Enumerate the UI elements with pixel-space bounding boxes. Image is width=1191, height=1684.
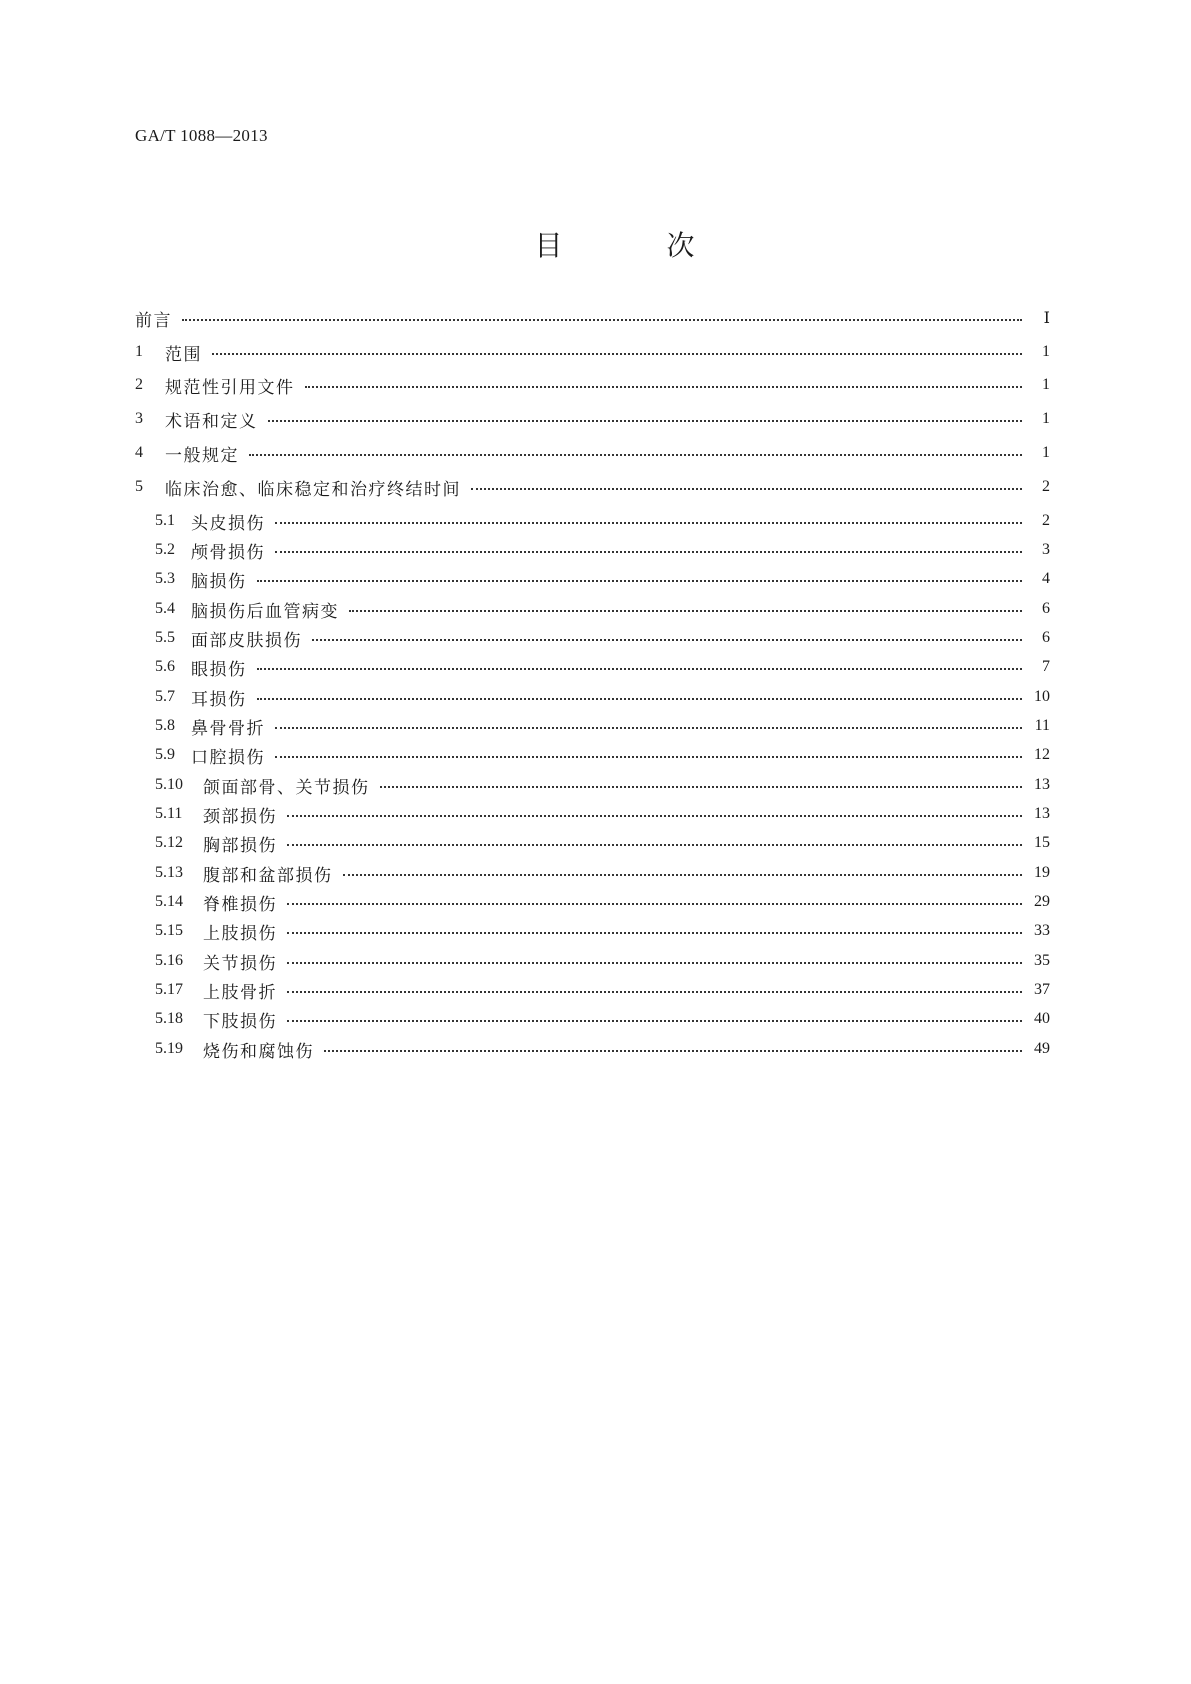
toc-entry-leader (287, 889, 1022, 915)
toc-entry-number: 5.14 (155, 893, 183, 910)
toc-entry[interactable] (155, 508, 1050, 534)
toc-entry-leader (312, 625, 1022, 651)
toc-entry[interactable] (135, 440, 1050, 466)
toc-entry-page: Ⅰ (1043, 310, 1050, 327)
toc-entry[interactable] (155, 948, 1050, 974)
page-title: 目 次 (534, 229, 733, 262)
toc-entry-leader (275, 508, 1022, 534)
toc-entry-number: 4 (135, 444, 143, 461)
toc-entry-page: 3 (1042, 541, 1050, 558)
toc-entry-label: 颈部损伤 (203, 806, 277, 827)
toc-entry[interactable] (155, 596, 1050, 622)
toc-entry[interactable] (135, 406, 1050, 432)
toc-entry-leader (268, 406, 1023, 432)
toc-entry-label: 面部皮肤损伤 (191, 630, 302, 651)
toc-entry-label: 前言 (135, 310, 172, 331)
toc-entry[interactable] (155, 742, 1050, 768)
toc-entry-page: 2 (1042, 478, 1050, 495)
toc-entry-number: 5.19 (155, 1040, 183, 1057)
toc-entry-label: 耳损伤 (191, 689, 247, 710)
toc-entry-leader (257, 566, 1023, 592)
toc-entry-label: 眼损伤 (191, 659, 247, 680)
toc-entry-number: 5.2 (155, 541, 175, 558)
toc-entry-number: 5.5 (155, 629, 175, 646)
toc-entry-label: 上肢损伤 (203, 923, 277, 944)
document-code: GA/T 1088—2013 (135, 126, 268, 145)
toc-entry-page: 10 (1034, 688, 1050, 705)
toc-entry-number: 5.15 (155, 922, 183, 939)
toc-entry[interactable] (155, 566, 1050, 592)
toc-entry-page: 1 (1042, 376, 1050, 393)
toc-entry[interactable] (155, 830, 1050, 856)
toc-entry-label: 下肢损伤 (203, 1011, 277, 1032)
toc-entry-page: 37 (1034, 981, 1050, 998)
toc-entry-leader (343, 860, 1023, 886)
toc-entry-leader (275, 537, 1022, 563)
toc-entry-label: 一般规定 (165, 445, 239, 466)
toc-entry-number: 5.8 (155, 717, 175, 734)
toc-entry-page: 1 (1042, 343, 1050, 360)
toc-entry-page: 29 (1034, 893, 1050, 910)
toc-entry-label: 胸部损伤 (203, 835, 277, 856)
toc-entry-leader (287, 801, 1022, 827)
toc-entry-label: 腹部和盆部损伤 (203, 865, 333, 886)
toc-entry[interactable] (155, 772, 1050, 798)
toc-entry-number: 5.4 (155, 600, 175, 617)
toc-entry-label: 上肢骨折 (203, 982, 277, 1003)
toc-entry-label: 脑损伤后血管病变 (191, 601, 339, 622)
toc-entry[interactable] (155, 1036, 1050, 1062)
toc-entry-leader (249, 440, 1022, 466)
toc-entry-number: 3 (135, 410, 143, 427)
toc-entry-number: 5.16 (155, 952, 183, 969)
toc-entry-leader (305, 372, 1023, 398)
toc-entry-page: 1 (1042, 410, 1050, 427)
toc-entry-page: 12 (1034, 746, 1050, 763)
toc-entry-label: 范围 (165, 344, 202, 365)
toc-entry-page: 2 (1042, 512, 1050, 529)
toc-entry-number: 5.13 (155, 864, 183, 881)
toc-entry-page: 13 (1034, 805, 1050, 822)
toc-entry-number: 5.10 (155, 776, 183, 793)
toc-entry-number: 5.17 (155, 981, 183, 998)
toc-entry-label: 关节损伤 (203, 953, 277, 974)
toc-entry[interactable] (155, 977, 1050, 1003)
toc-entry-page: 15 (1034, 834, 1050, 851)
toc-entry-label: 术语和定义 (165, 411, 258, 432)
toc-entry-leader (212, 339, 1022, 365)
toc-entry-page: 35 (1034, 952, 1050, 969)
toc-entry-number: 5 (135, 478, 143, 495)
toc-entry-leader (349, 596, 1022, 622)
toc-entry-leader (287, 830, 1022, 856)
toc-entry-label: 规范性引用文件 (165, 377, 295, 398)
toc-entry-label: 鼻骨骨折 (191, 718, 265, 739)
toc-entry-label: 临床治愈、临床稳定和治疗终结时间 (165, 479, 461, 500)
toc-entry-label: 头皮损伤 (191, 513, 265, 534)
toc-entry-leader (275, 742, 1022, 768)
toc-entry-page: 6 (1042, 629, 1050, 646)
toc-entry-label: 口腔损伤 (191, 747, 265, 768)
toc-entry-label: 脊椎损伤 (203, 894, 277, 915)
toc-entry[interactable] (135, 339, 1050, 365)
toc-entry-page: 19 (1034, 864, 1050, 881)
toc-entry[interactable] (155, 801, 1050, 827)
toc-entry-page: 49 (1034, 1040, 1050, 1057)
toc-entry-number: 2 (135, 376, 143, 393)
toc-entry-label: 烧伤和腐蚀伤 (203, 1041, 314, 1062)
toc-entry[interactable] (155, 713, 1050, 739)
toc-entry[interactable] (155, 684, 1050, 710)
toc-entry[interactable] (135, 474, 1050, 500)
toc-entry-number: 5.11 (155, 805, 183, 822)
toc-entry-number: 5.1 (155, 512, 175, 529)
toc-entry[interactable] (135, 372, 1050, 398)
toc-entry[interactable] (155, 625, 1050, 651)
toc-entry[interactable] (135, 305, 1050, 331)
toc-entry-number: 5.9 (155, 746, 175, 763)
toc-entry-leader (471, 474, 1022, 500)
toc-entry-leader (324, 1036, 1022, 1062)
toc-entry-label: 颅骨损伤 (191, 542, 265, 563)
toc-entry[interactable] (155, 1006, 1050, 1032)
toc-entry-number: 5.12 (155, 834, 183, 851)
toc-entry-number: 1 (135, 343, 143, 360)
toc-entry-leader (287, 948, 1022, 974)
toc-entry-page: 1 (1042, 444, 1050, 461)
toc-entry[interactable] (155, 537, 1050, 563)
toc-entry[interactable] (155, 889, 1050, 915)
toc-entry-page: 40 (1034, 1010, 1050, 1027)
toc-entry-leader (257, 654, 1023, 680)
toc-entry-label: 颌面部骨、关节损伤 (203, 777, 370, 798)
toc-entry-leader (257, 684, 1023, 710)
toc-entry-leader (287, 918, 1022, 944)
toc-entry-leader (287, 1006, 1022, 1032)
toc-entry-page: 13 (1034, 776, 1050, 793)
toc-entry-number: 5.7 (155, 688, 175, 705)
toc-entry-number: 5.18 (155, 1010, 183, 1027)
toc-entry-leader (380, 772, 1023, 798)
toc-entry-page: 33 (1034, 922, 1050, 939)
toc-entry-leader (275, 713, 1022, 739)
toc-entry[interactable] (155, 918, 1050, 944)
toc-entry-page: 6 (1042, 600, 1050, 617)
toc-entry-page: 11 (1034, 717, 1050, 734)
toc-entry[interactable] (155, 654, 1050, 680)
toc-entry-leader (287, 977, 1022, 1003)
toc-entry-page: 4 (1042, 570, 1050, 587)
toc-entry-number: 5.6 (155, 658, 175, 675)
toc-entry-page: 7 (1042, 658, 1050, 675)
toc-entry-label: 脑损伤 (191, 571, 247, 592)
toc-entry-number: 5.3 (155, 570, 175, 587)
toc-entry-leader (182, 305, 1022, 331)
toc-entry[interactable] (155, 860, 1050, 886)
